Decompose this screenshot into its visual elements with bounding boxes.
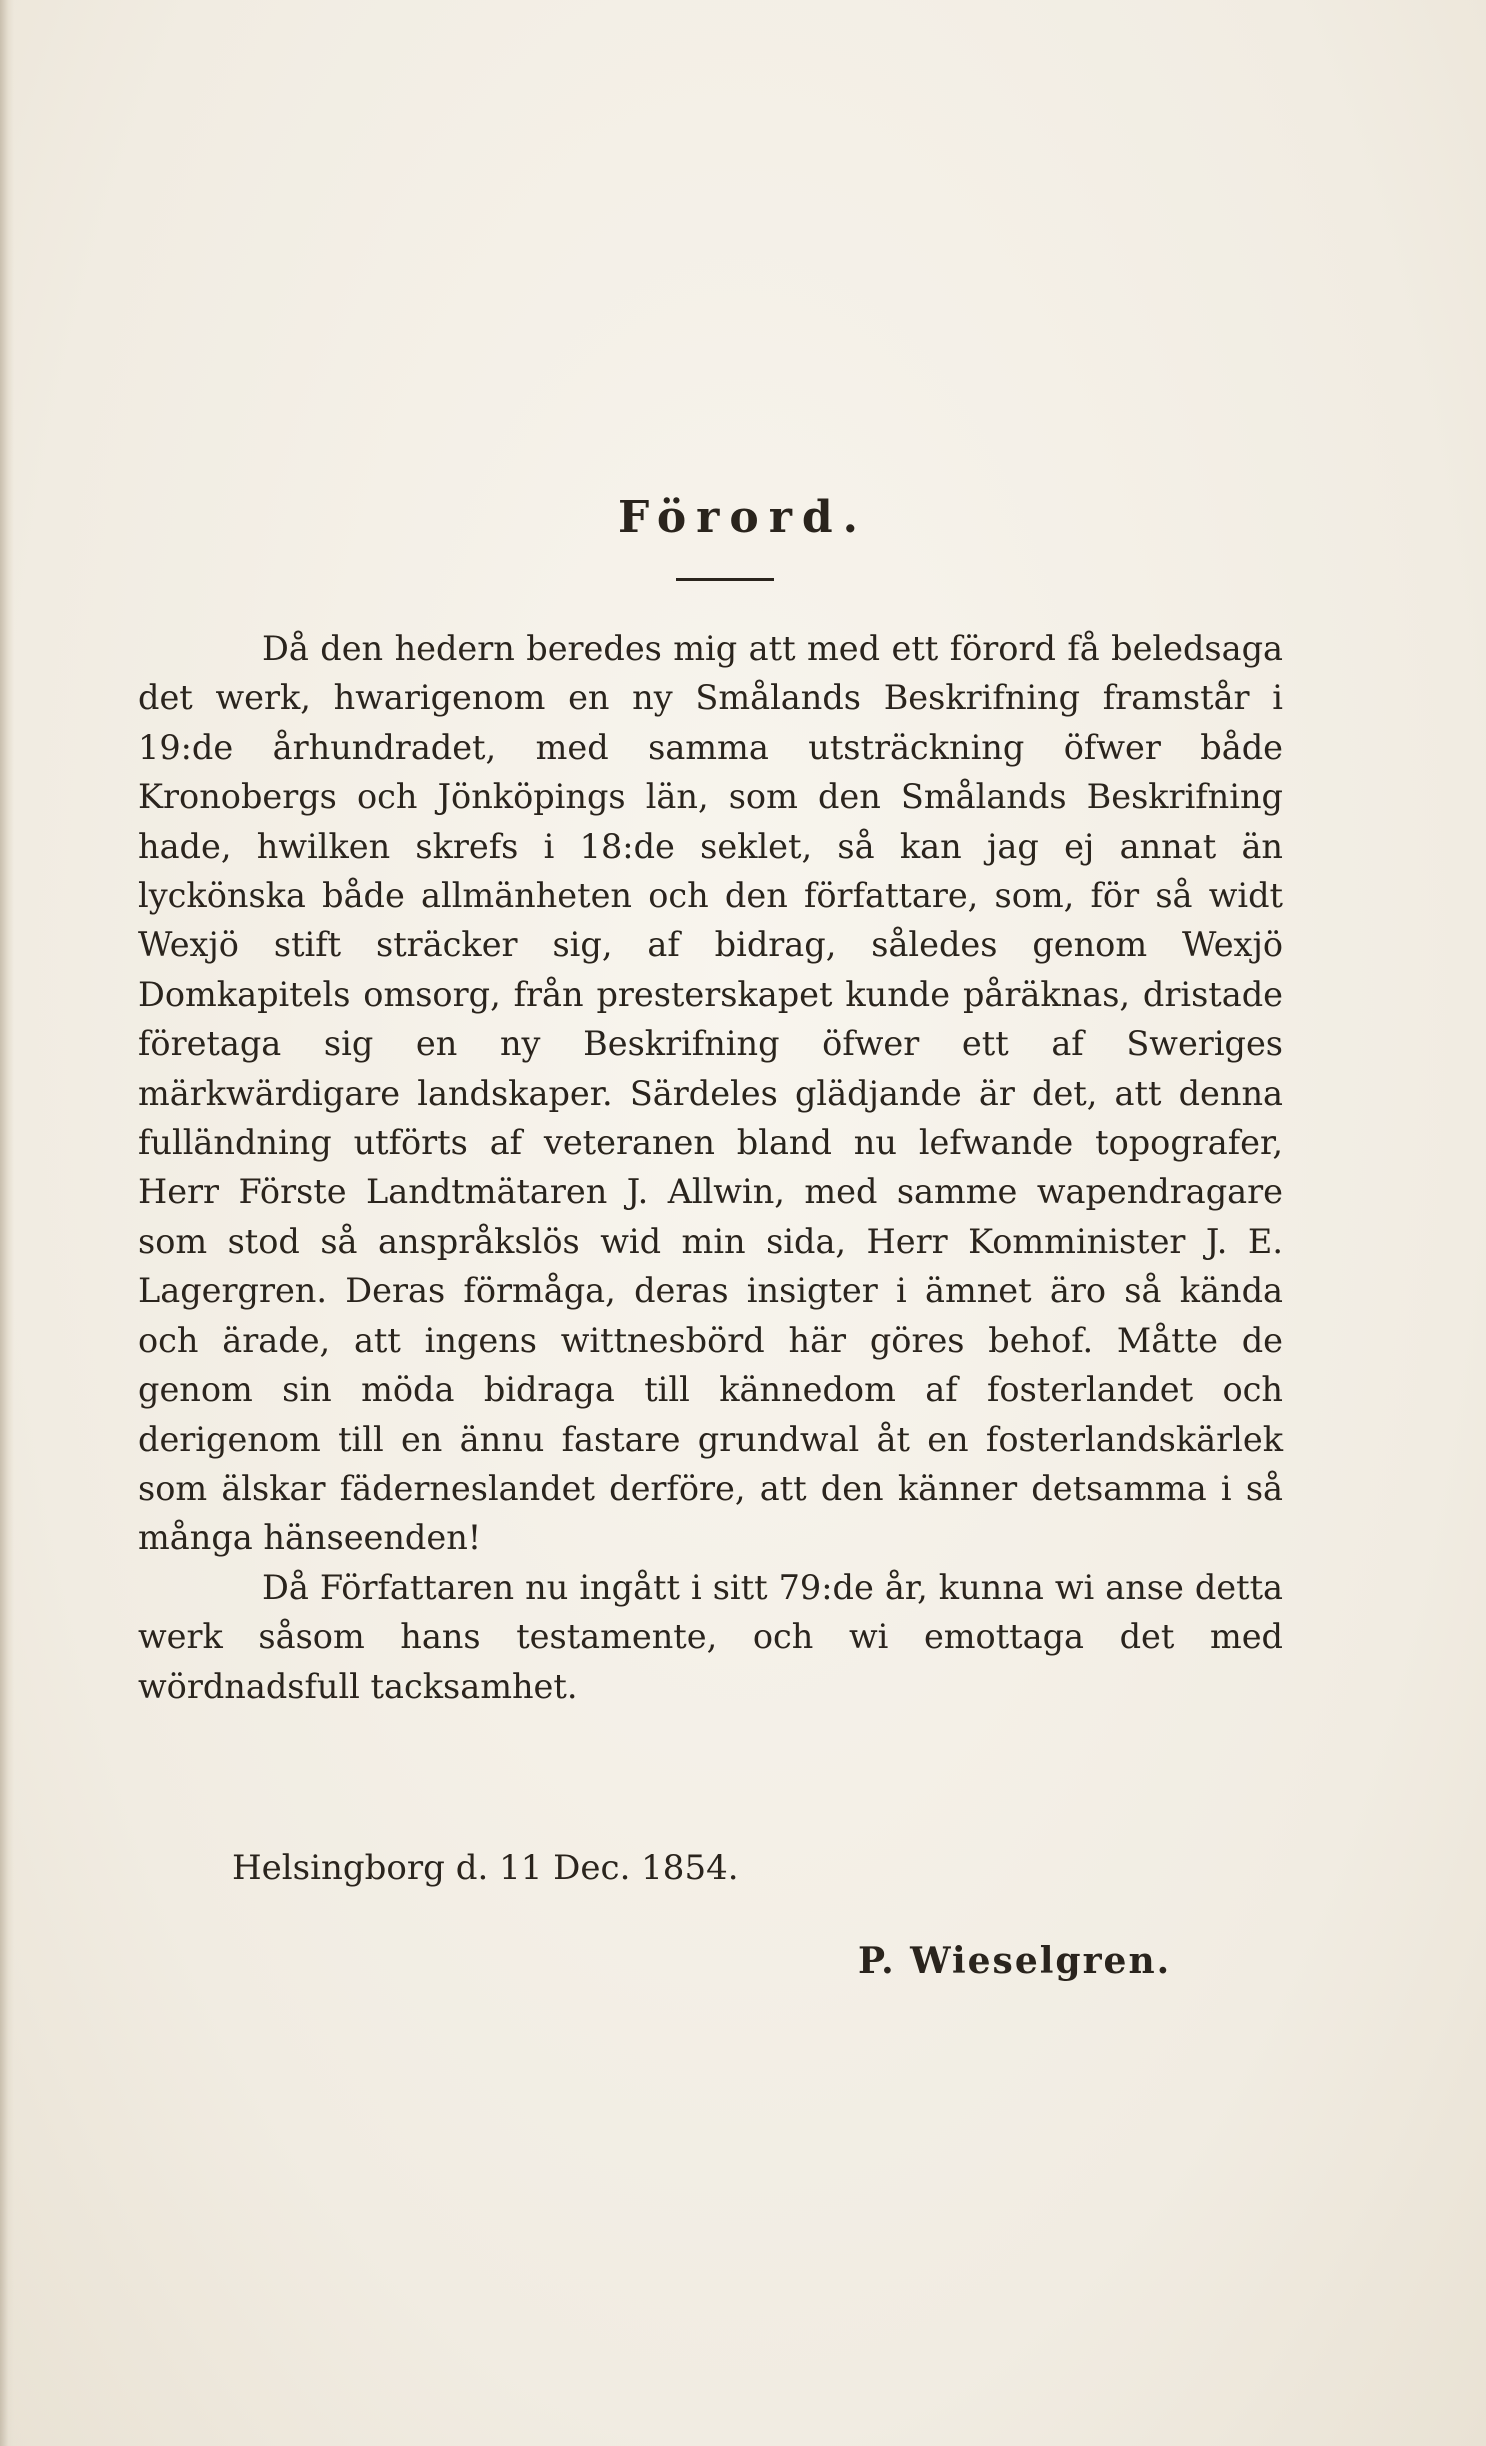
signature: P. Wieselgren. bbox=[858, 1940, 1172, 1982]
paragraph-2: Då Författaren nu ingått i sitt 79:de år, kunna wi anse detta werk såsom hans testamente, och wi emottaga det med wördnadsfull tacksamhet. bbox=[138, 1567, 1283, 1706]
body-text bbox=[138, 624, 1283, 1711]
page-edge-shadow bbox=[0, 0, 14, 2446]
page-title: Förord. bbox=[618, 492, 868, 543]
title-divider bbox=[676, 578, 774, 581]
dateline: Helsingborg d. 11 Dec. 1854. bbox=[232, 1848, 739, 1888]
paragraph-1: Då den hedern beredes mig att med ett förord få beledsaga det werk, hwarigenom en ny Smålands Beskrifning framstår i 19:de århundradet, med samma utsträckning öfwer både Kronobergs och Jönköpings län, som den Smålands Beskrifning hade, hwilken skrefs i 18:de seklet, så kan jag ej annat än lyckönska både allmänheten och den författare, som, för så widt Wexjö stift sträcker sig, af bidrag, således genom Wexjö Domkapitels omsorg, från presterskapet kunde påräknas, dristade företaga sig en ny Beskrifning öfwer ett af Sweriges märkwärdigare landskaper. Särdeles glädjande är det, att denna fulländning utförts af veteranen bland nu lefwande topografer, Herr Förste Landtmätaren J. Allwin, med samme wapendragare som stod så anspråkslös wid min sida, Herr Komminister J. E. Lagergren. Deras förmåga, deras insigter i ämnet äro så kända och ärade, att ingens wittnesbörd här göres behof. Måtte de genom sin möda bidraga till kännedom af fosterlandet och derigenom till en ännu fastare grundwal åt en fosterlandskärlek som älskar fäderneslandet derföre, att den känner detsamma i så många hänseenden! bbox=[138, 629, 1283, 1558]
